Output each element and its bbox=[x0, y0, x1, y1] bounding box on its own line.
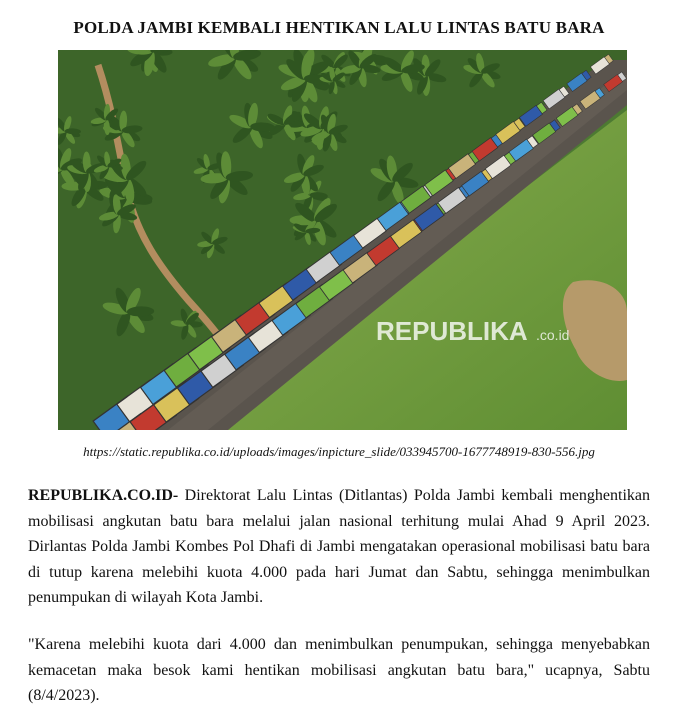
image-caption: https://static.republika.co.id/uploads/images/inpicture_slide/033945700-1677748919-830-556.jpg bbox=[83, 444, 595, 459]
article-paragraph-1-text: Direktorat Lalu Lintas (Ditlantas) Polda Jambi kembali menghentikan mobilisasi angkutan batu bara melalui jalan nasional terhitung mulai Ahad 9 April 2023. Dirlantas Polda Jambi Kombes Pol Dhafi di Jambi mengatakan operasional mobilisasi batu bara di tutup karena melebihi kuota 4.000 pada hari Jumat dan Sabtu, sehingga menimbulkan penumpukan di wilayah Kota Jambi. bbox=[28, 487, 650, 606]
photo-watermark-suffix: .co.id bbox=[536, 327, 570, 343]
photo-watermark: REPUBLIKA bbox=[376, 316, 528, 346]
article-paragraph-2: "Karena melebihi kuota dari 4.000 dan menimbulkan penumpukan, sehingga menyebabkan kemacetan maka besok kami hentikan mobilisasi angkutan batu bara," ucapnya, Sabtu (8/4/2023). bbox=[28, 636, 650, 704]
article-lead: REPUBLIKA.CO.ID- bbox=[28, 487, 179, 504]
article-paragraph-1 bbox=[28, 483, 650, 611]
article-title: POLDA JAMBI KEMBALI HENTIKAN LALU LINTAS BATU BARA bbox=[73, 18, 605, 37]
article-photo bbox=[58, 50, 627, 430]
